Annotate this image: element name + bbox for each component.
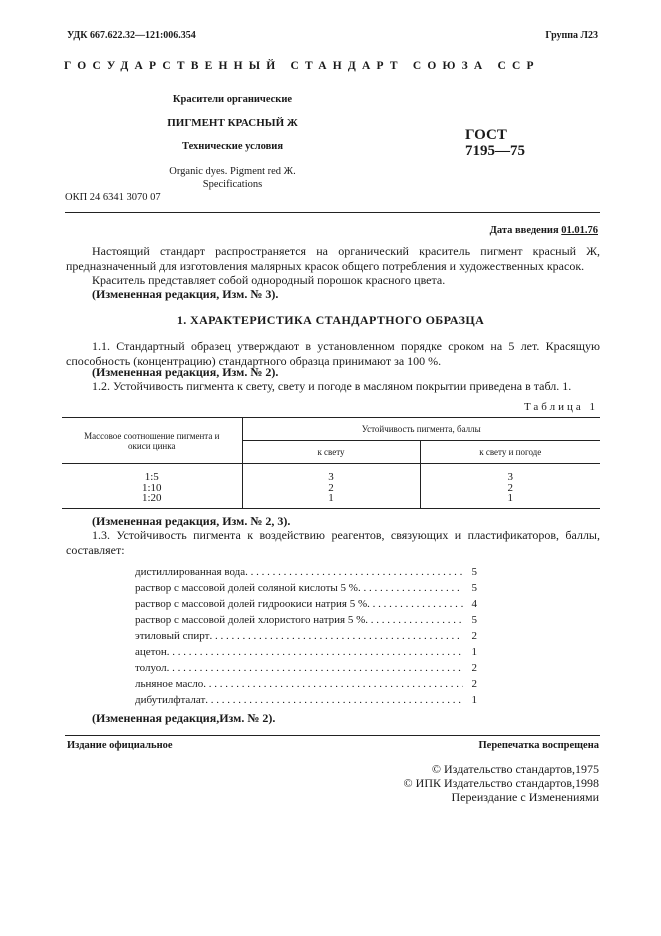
table-cell: 2 bbox=[507, 481, 513, 494]
list-item: льняное масло . . . 2 bbox=[135, 678, 477, 693]
table-label: Таблица 1 bbox=[523, 401, 598, 413]
clause-1-1: 1.1. Стандартный образец утверждают в установленном порядке сроком на 5 лет. Красящую способность (концентрацию) стандартного образца принимают за 100 %. bbox=[66, 339, 600, 368]
list-item: раствор с массовой долей соляной кислоты 5 % . . . 5 bbox=[135, 582, 477, 597]
okp-code: ОКП 24 6341 3070 07 bbox=[65, 192, 161, 203]
list-item: раствор с массовой долей гидроокиси натрия 5 % . . . 4 bbox=[135, 598, 477, 613]
intro-paragraph-2: Краситель представляет собой однородный порошок красного цвета. bbox=[92, 273, 446, 287]
title-english-2: Specifications bbox=[202, 179, 263, 190]
reprint-notice: Перепечатка воспрещена bbox=[478, 740, 599, 751]
list-item: этиловый спирт . . . 2 bbox=[135, 630, 477, 645]
title-product: ПИГМЕНТ КРАСНЫЙ Ж bbox=[167, 117, 298, 129]
table-cell: 1:5 bbox=[62, 464, 242, 483]
section-title: 1. ХАРАКТЕРИСТИКА СТАНДАРТНОГО ОБРАЗЦА bbox=[176, 313, 485, 327]
clause-1-3: 1.3. Устойчивость пигмента к воздействию реагентов, связующих и пластификаторов, баллы, составляет: bbox=[66, 528, 600, 557]
copyright-1998: © ИПК Издательство стандартов,1998 bbox=[403, 776, 599, 790]
standard-banner: ГОСУДАРСТВЕННЫЙ СТАНДАРТ СОЮЗА ССР bbox=[64, 60, 540, 72]
udk-code: УДК 667.622.32—121:006.354 bbox=[67, 30, 196, 41]
divider bbox=[65, 212, 600, 213]
list-item: ацетон . . . 1 bbox=[135, 646, 477, 661]
table-cell: 3 bbox=[242, 464, 420, 483]
gost-number: 7195—75 bbox=[465, 143, 525, 159]
lightfastness-table bbox=[62, 417, 600, 509]
edit-note: (Измененная редакция, Изм. № 2). bbox=[92, 365, 279, 379]
table-header-weather: к свету и погоде bbox=[420, 441, 600, 464]
official-edition: Издание официальное bbox=[67, 740, 173, 751]
copyright-1975: © Издательство стандартов,1975 bbox=[431, 762, 599, 776]
reissue-note: Переиздание с Изменениями bbox=[451, 790, 599, 804]
edit-note: (Измененная редакция, Изм. № 3). bbox=[92, 287, 279, 301]
gost-label: ГОСТ bbox=[465, 127, 507, 143]
edit-note: (Измененная редакция,Изм. № 2). bbox=[92, 711, 276, 725]
list-item: дибутилфталат . . . 1 bbox=[135, 694, 477, 709]
table-header-ratio: Массовое соотношение пигмента и окиси цинка bbox=[62, 418, 242, 464]
intro-paragraph: Настоящий стандарт распространяется на органический краситель пигмент красный Ж, предназначенный для изготовления малярных красок общего потребления и художественных красок. bbox=[66, 244, 600, 273]
table-header-group: Устойчивость пигмента, баллы bbox=[242, 418, 600, 441]
title-english-1: Organic dyes. Pigment red Ж. bbox=[169, 166, 296, 177]
title-category: Красители органические bbox=[172, 94, 293, 105]
title-spec: Технические условия bbox=[181, 141, 284, 152]
table-cell: 2 bbox=[242, 483, 420, 494]
table-cell: 1 bbox=[242, 493, 420, 508]
edit-note: (Измененная редакция, Изм. № 2, 3). bbox=[92, 514, 291, 528]
table-cell: 1:10 bbox=[62, 483, 242, 494]
footer-divider bbox=[65, 735, 600, 736]
clause-1-2: 1.2. Устойчивость пигмента к свету, свету и погоде в масляном покрытии приведена в табл. 1. bbox=[92, 379, 572, 393]
table-cell: 1:20 bbox=[62, 493, 242, 508]
group-code: Группа Л23 bbox=[545, 30, 598, 41]
table-cell: 1 bbox=[507, 492, 513, 504]
effective-date: Дата введения 01.01.76 bbox=[489, 225, 598, 236]
list-item: толуол . . . 2 bbox=[135, 662, 477, 677]
list-item: раствор с массовой долей хлористого натрия 5 % . . . 5 bbox=[135, 614, 477, 629]
table-cell: 3 bbox=[507, 471, 513, 483]
table-header-light: к свету bbox=[242, 441, 420, 464]
list-item: дистиллированная вода . . . 5 bbox=[135, 566, 477, 581]
